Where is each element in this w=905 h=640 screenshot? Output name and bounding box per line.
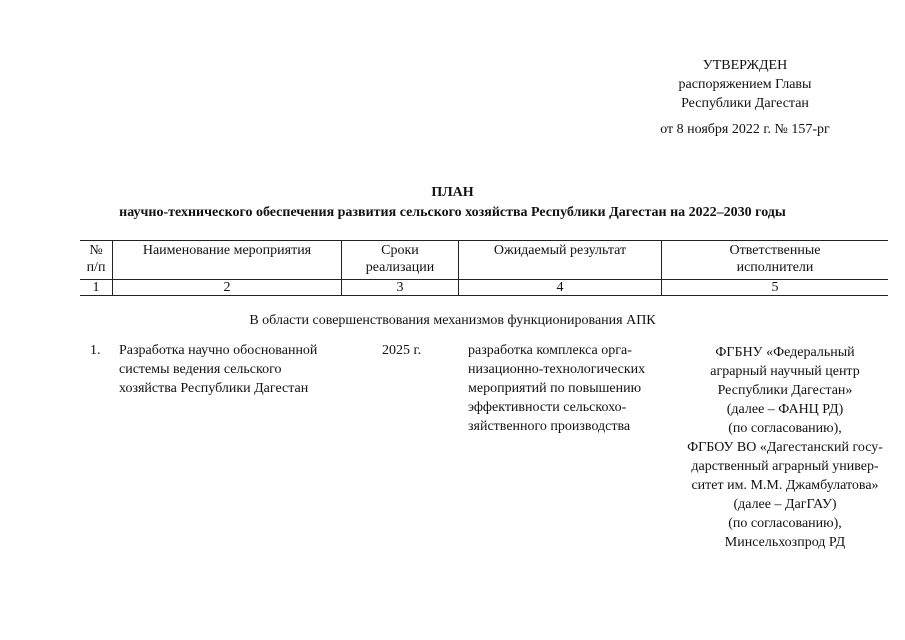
document-title: ПЛАН [431,185,474,200]
header-result: Ожидаемый результат [459,241,662,280]
column-number-row [80,280,888,296]
table-header-row [80,241,888,280]
document-subtitle: научно-технического обеспечения развития сельского хозяйства Республики Дагестан на 2022–2030 годы [119,205,786,220]
row-expected-result: разработка комплекса орга- низационно-технологических мероприятий по повышению эффективности сельскохо- зяйственного производства [468,343,646,434]
row-term: 2025 г. [382,343,422,358]
column-number: 4 [459,280,662,296]
section-title: В области совершенствования механизмов функционирования АПК [249,313,656,328]
row-number: 1. [90,343,101,358]
column-number: 2 [113,280,342,296]
plan-table [80,240,888,296]
approval-by: распоряжением Главы [678,77,812,92]
column-number: 5 [662,280,889,296]
row-activity-name: Разработка научно обоснованной системы ведения сельского хозяйства Республики Дагестан [119,343,318,396]
column-number: 3 [342,280,459,296]
approval-region: Республики Дагестан [681,96,809,111]
header-term: Сроки реализации [342,241,459,280]
header-number: № п/п [80,241,113,280]
row-responsible: ФГБНУ «Федеральный аграрный научный центр Республики Дагестан» (далее – ФАНЦ РД) (по согласованию), ФГБОУ ВО «Дагестанский госу- дарственный аграрный универ- ситет им. М.М. Джамбулатова» (далее – ДагГАУ) (по согласованию), Минсельхозпрод РД [687,345,883,550]
approval-date: от 8 ноября 2022 г. № 157-рг [660,122,830,137]
approval-title: УТВЕРЖДЕН [702,58,788,73]
column-number: 1 [80,280,113,296]
header-responsible: Ответственные исполнители [662,241,889,280]
header-name: Наименование мероприятия [113,241,342,280]
approval-stamp [640,56,850,139]
